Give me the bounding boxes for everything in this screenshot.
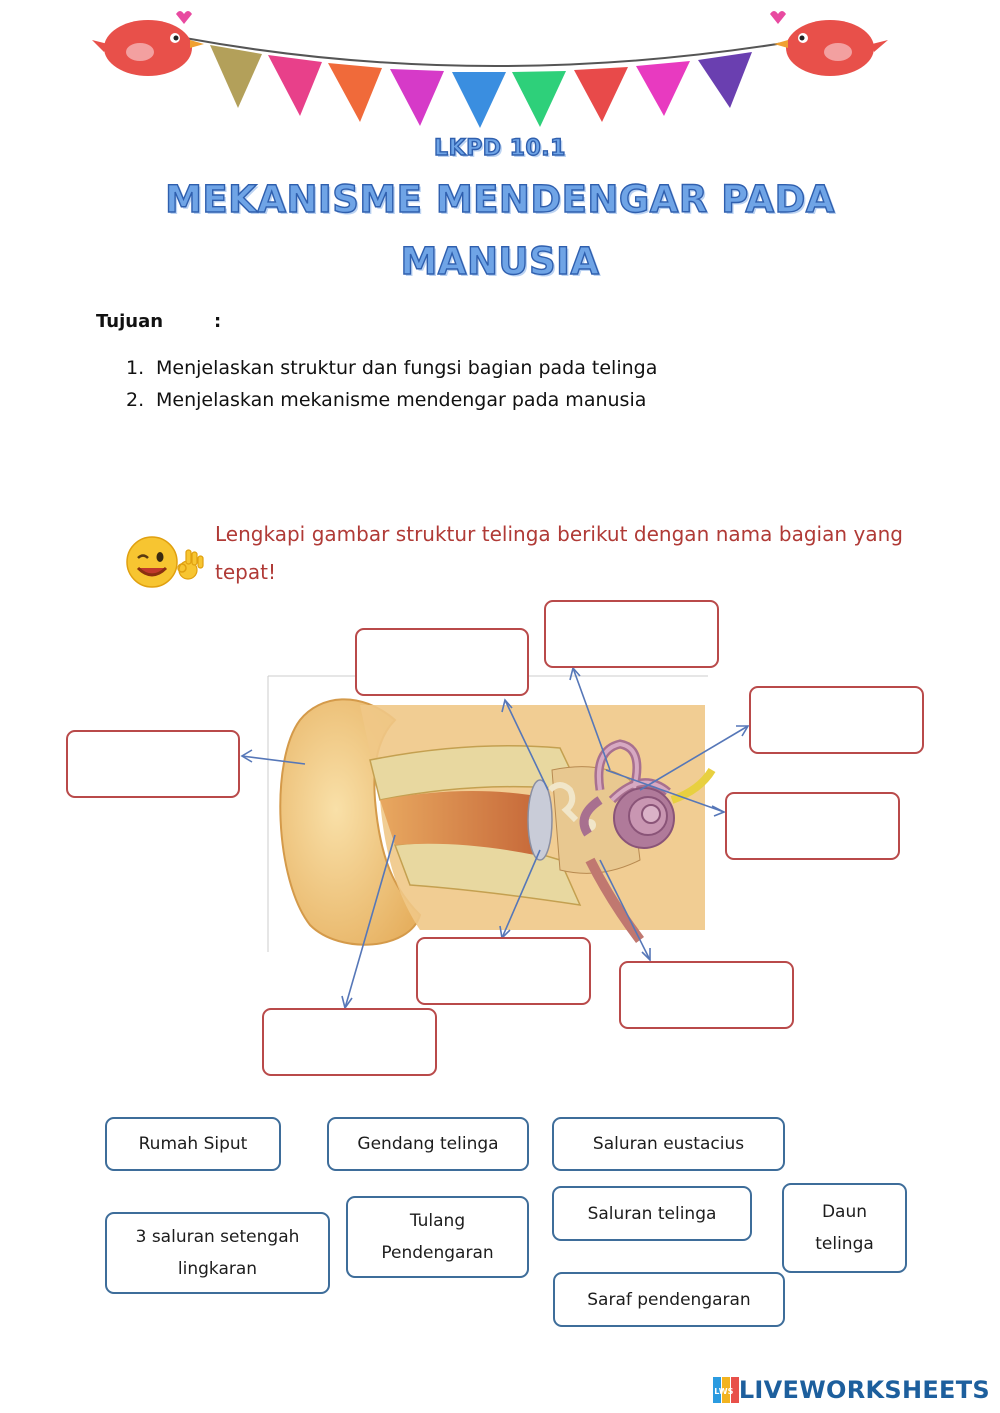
answer-box-8[interactable]	[262, 1008, 437, 1076]
objective-number: 2.	[126, 389, 145, 411]
objective-item-1	[126, 357, 657, 379]
choice-saraf-pendengaran[interactable]: Saraf pendengaran	[553, 1272, 785, 1327]
liveworksheets-brand: LIVEWORKSHEETS	[738, 1376, 990, 1404]
left-bird-icon	[92, 11, 204, 76]
wink-ok-emoji-icon	[124, 532, 206, 592]
choice-gendang-telinga[interactable]: Gendang telinga	[327, 1117, 529, 1171]
logo-letter-1: LWS	[714, 1387, 734, 1396]
choice-saluran-setengah-lingkaran[interactable]: 3 saluran setengah lingkaran	[105, 1212, 330, 1294]
instruction-text: Lengkapi gambar struktur telinga berikut dengan nama bagian yang tepat!	[215, 522, 903, 584]
objectives-label: Tujuan	[96, 311, 164, 332]
choice-tulang-pendengaran[interactable]: Tulang Pendengaran	[346, 1196, 529, 1278]
answer-box-5[interactable]	[725, 792, 900, 860]
right-bird-icon	[770, 11, 888, 76]
objectives-colon: :	[214, 311, 222, 332]
answer-box-3[interactable]	[66, 730, 240, 798]
liveworksheets-logo	[713, 1375, 990, 1405]
page-title-line2: MANUSIA	[400, 240, 600, 283]
bunting-decoration	[0, 0, 1000, 140]
answer-box-7[interactable]	[619, 961, 794, 1029]
choice-saluran-telinga[interactable]: Saluran telinga	[552, 1186, 752, 1241]
objective-number: 1.	[126, 357, 145, 379]
answer-box-1[interactable]	[355, 628, 529, 696]
choice-saluran-eustacius[interactable]: Saluran eustacius	[552, 1117, 785, 1171]
choice-daun-telinga[interactable]: Daun telinga	[782, 1183, 907, 1273]
page-title-line1: MEKANISME MENDENGAR PADA	[165, 178, 835, 221]
answer-box-6[interactable]	[416, 937, 591, 1005]
objective-text: Menjelaskan struktur dan fungsi bagian pada telinga	[156, 357, 658, 379]
liveworksheets-logo-icon	[713, 1377, 739, 1403]
objective-text: Menjelaskan mekanisme mendengar pada manusia	[156, 389, 647, 411]
answer-box-2[interactable]	[544, 600, 719, 668]
objective-item-2	[126, 389, 646, 411]
answer-box-4[interactable]	[749, 686, 924, 754]
choice-rumah-siput[interactable]: Rumah Siput	[105, 1117, 281, 1171]
worksheet-code: LKPD 10.1	[434, 136, 566, 161]
